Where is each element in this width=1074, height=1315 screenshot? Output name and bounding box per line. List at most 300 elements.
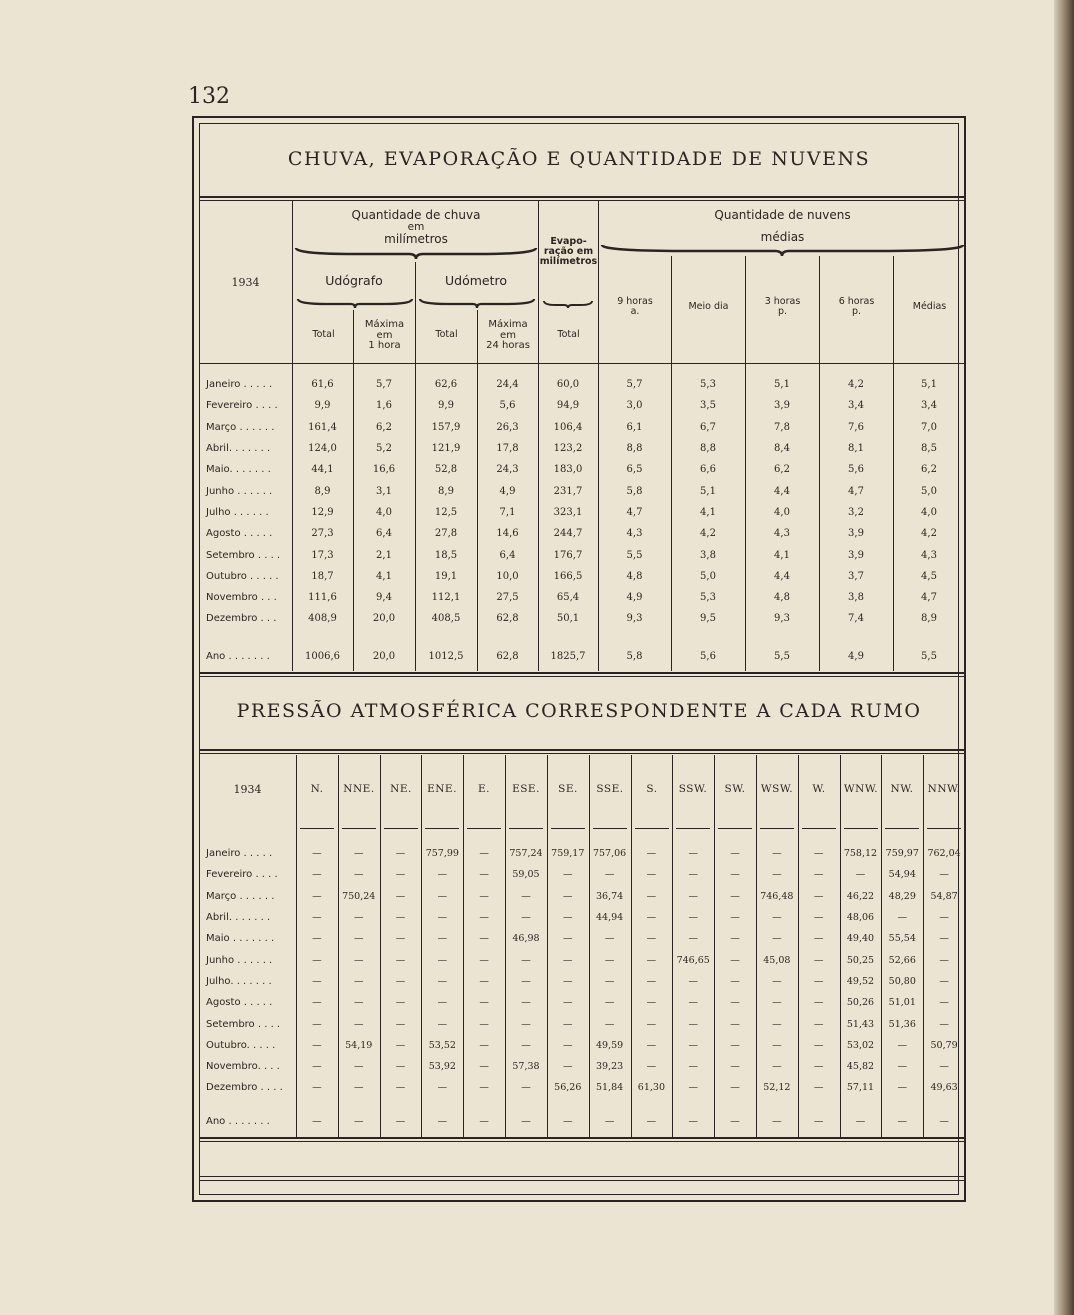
- value-cell: 8,8: [700, 443, 716, 455]
- value-cell: —: [897, 1039, 908, 1051]
- value-cell: —: [521, 1039, 531, 1051]
- bottom-rule-2: [199, 1180, 965, 1181]
- value-cell: 44,94: [595, 912, 624, 924]
- value-cell: 6,4: [499, 549, 516, 561]
- max1-line3: 1 hora: [368, 340, 401, 351]
- value-cell: —: [312, 890, 322, 902]
- c6-line1: 6 horas: [838, 296, 875, 307]
- value-cell: —: [688, 1082, 698, 1094]
- evaporation-total-header: Total: [557, 329, 580, 340]
- value-cell: —: [479, 997, 489, 1009]
- value-cell: —: [312, 1061, 322, 1073]
- value-cell: —: [730, 1061, 740, 1073]
- pressure-table: [199, 843, 965, 1133]
- value-cell: —: [646, 890, 657, 902]
- value-cell: 62,8: [496, 651, 519, 663]
- value-cell: —: [479, 912, 489, 924]
- rain-group-brace: [294, 246, 538, 260]
- value-cell: —: [730, 1082, 740, 1094]
- s2-header-underline: [802, 828, 836, 829]
- s2-header-underline: [551, 828, 585, 829]
- table-row: [199, 1077, 965, 1098]
- table-row: [199, 992, 965, 1013]
- value-cell: 6,6: [700, 464, 716, 476]
- value-cell: 8,5: [921, 443, 937, 455]
- value-cell: —: [353, 912, 364, 924]
- value-cell: 7,4: [848, 613, 864, 625]
- value-cell: —: [813, 975, 824, 987]
- value-cell: —: [688, 933, 698, 945]
- value-cell: —: [688, 1116, 698, 1128]
- value-cell: 50,25: [846, 954, 875, 966]
- c6-line2: p.: [851, 305, 862, 317]
- value-cell: —: [646, 1061, 657, 1073]
- evap-line2: ração em: [543, 245, 594, 257]
- value-cell: 27,3: [311, 528, 334, 540]
- value-cell: 50,80: [888, 975, 916, 987]
- value-cell: —: [563, 912, 573, 924]
- value-cell: —: [312, 1116, 322, 1128]
- section2-bottom-rule-thin: [199, 1141, 965, 1142]
- value-cell: —: [395, 975, 406, 987]
- value-cell: —: [730, 890, 740, 902]
- value-cell: 24,4: [496, 379, 519, 391]
- value-cell: —: [897, 1116, 908, 1128]
- value-cell: —: [646, 997, 657, 1009]
- book-spine-edge: [1054, 0, 1074, 1315]
- value-cell: 3,7: [848, 570, 864, 582]
- value-cell: —: [730, 975, 740, 987]
- value-cell: —: [353, 933, 364, 945]
- table-row: [199, 630, 965, 670]
- value-cell: —: [646, 912, 657, 924]
- value-cell: 4,7: [921, 592, 937, 604]
- value-cell: —: [563, 997, 573, 1009]
- value-cell: 176,7: [553, 549, 583, 561]
- value-cell: —: [939, 912, 949, 924]
- direction-header: WSW.: [760, 783, 794, 795]
- value-cell: —: [353, 1082, 364, 1094]
- s2-year-label: 1934: [233, 783, 262, 796]
- value-cell: 5,1: [700, 485, 716, 497]
- value-cell: —: [813, 954, 824, 966]
- value-cell: 62,8: [496, 613, 519, 625]
- value-cell: —: [395, 1061, 406, 1073]
- value-cell: —: [939, 975, 949, 987]
- value-cell: —: [521, 1082, 531, 1094]
- value-cell: 3,1: [376, 485, 392, 497]
- value-cell: 4,2: [848, 379, 864, 391]
- section1-top-rule: [199, 196, 965, 198]
- table-row: [199, 395, 965, 416]
- value-cell: —: [479, 1018, 489, 1030]
- value-cell: 59,05: [512, 869, 540, 881]
- value-cell: 19,1: [434, 570, 458, 582]
- value-cell: —: [646, 933, 657, 945]
- value-cell: 53,52: [428, 1039, 456, 1051]
- value-cell: 10,0: [496, 570, 519, 582]
- s2-header-underline: [718, 828, 752, 829]
- value-cell: —: [688, 997, 698, 1009]
- section1-title: CHUVA, EVAPORAÇÃO E QUANTIDADE DE NUVENS: [287, 148, 871, 170]
- value-cell: —: [855, 1116, 866, 1128]
- s2-header-underline: [467, 828, 501, 829]
- rain-clouds-table-body: [199, 374, 965, 670]
- value-cell: —: [813, 1018, 824, 1030]
- value-cell: 36,74: [595, 890, 624, 902]
- value-cell: —: [813, 1082, 824, 1094]
- max1-line2: em: [376, 329, 393, 341]
- value-cell: 55,54: [888, 933, 916, 945]
- value-cell: —: [312, 933, 322, 945]
- udografo-header: Udógrafo: [325, 273, 383, 288]
- value-cell: 231,7: [553, 485, 583, 497]
- month-cell: Outubro . . . . .: [206, 570, 279, 582]
- value-cell: —: [479, 933, 489, 945]
- rain-group-header: [294, 209, 538, 245]
- value-cell: —: [353, 975, 364, 987]
- value-cell: 1006,6: [305, 651, 340, 663]
- value-cell: —: [563, 975, 573, 987]
- value-cell: 6,7: [700, 421, 716, 433]
- value-cell: —: [813, 1116, 824, 1128]
- value-cell: 44,1: [311, 464, 334, 476]
- value-cell: —: [939, 1018, 949, 1030]
- month-cell: Fevereiro . . . .: [206, 400, 278, 412]
- value-cell: —: [437, 997, 448, 1009]
- value-cell: —: [395, 848, 406, 860]
- clouds-midday-header: Meio dia: [688, 301, 729, 312]
- value-cell: —: [939, 869, 949, 881]
- value-cell: 5,5: [921, 651, 937, 663]
- month-cell: Junho . . . . . .: [206, 954, 273, 966]
- value-cell: 60,0: [556, 379, 580, 391]
- value-cell: 5,1: [921, 379, 937, 391]
- value-cell: 408,9: [308, 613, 337, 625]
- value-cell: —: [395, 869, 406, 881]
- value-cell: 51,43: [846, 1018, 875, 1030]
- evaporation-header: [539, 237, 598, 267]
- table-row: [199, 1056, 965, 1077]
- value-cell: 45,82: [846, 1061, 875, 1073]
- s2-header-underline: [635, 828, 669, 829]
- value-cell: 8,9: [314, 485, 331, 497]
- table-row: [199, 1013, 965, 1034]
- value-cell: 14,6: [496, 528, 519, 540]
- value-cell: 4,0: [376, 506, 392, 518]
- udometro-brace: [418, 297, 536, 309]
- month-cell: Maio. . . . . . .: [206, 464, 271, 476]
- value-cell: 6,2: [921, 464, 937, 476]
- value-cell: —: [563, 933, 573, 945]
- value-cell: 6,1: [626, 421, 643, 433]
- value-cell: —: [521, 997, 531, 1009]
- value-cell: —: [730, 1018, 740, 1030]
- month-cell: Abril. . . . . . .: [206, 443, 271, 455]
- value-cell: 759,17: [551, 848, 585, 860]
- table-row: [199, 843, 965, 864]
- value-cell: —: [939, 997, 949, 1009]
- value-cell: 4,1: [774, 549, 790, 561]
- value-cell: 5,8: [626, 651, 643, 663]
- value-cell: 4,7: [848, 485, 864, 497]
- value-cell: —: [730, 1039, 740, 1051]
- value-cell: 106,4: [553, 421, 583, 433]
- table-row: [199, 907, 965, 928]
- value-cell: —: [395, 912, 406, 924]
- value-cell: 27,5: [496, 592, 519, 604]
- value-cell: 4,7: [626, 506, 643, 518]
- evap-line3: milímetros: [539, 255, 598, 267]
- value-cell: —: [730, 848, 740, 860]
- value-cell: 46,98: [512, 933, 540, 945]
- value-cell: —: [563, 890, 573, 902]
- value-cell: —: [563, 1039, 573, 1051]
- month-cell: Junho . . . . . .: [206, 485, 273, 497]
- section1-bottom-rule: [199, 672, 965, 674]
- rain-header-line3: milímetros: [384, 231, 448, 246]
- value-cell: —: [688, 912, 698, 924]
- value-cell: 8,9: [438, 485, 454, 497]
- value-cell: 17,3: [311, 549, 334, 561]
- direction-header: E.: [477, 783, 490, 795]
- month-cell: Novembro. . . .: [206, 1061, 280, 1073]
- clouds-header-line2: médias: [760, 229, 805, 244]
- month-cell: Abril. . . . . . .: [206, 912, 271, 924]
- value-cell: 4,9: [848, 651, 864, 663]
- value-cell: —: [437, 869, 448, 881]
- value-cell: —: [604, 933, 615, 945]
- value-cell: —: [353, 848, 364, 860]
- value-cell: 7,1: [499, 506, 516, 518]
- value-cell: 9,5: [700, 613, 716, 625]
- direction-header: N.: [310, 783, 324, 795]
- value-cell: 52,8: [434, 464, 458, 476]
- value-cell: —: [772, 1116, 782, 1128]
- month-cell: Novembro . . .: [206, 592, 277, 604]
- rain-clouds-table: [199, 374, 965, 670]
- value-cell: 46,22: [846, 890, 875, 902]
- value-cell: —: [646, 1116, 657, 1128]
- direction-header: SE.: [558, 783, 578, 795]
- value-cell: —: [646, 975, 657, 987]
- value-cell: —: [395, 1116, 406, 1128]
- value-cell: 52,12: [763, 1082, 791, 1094]
- value-cell: —: [395, 890, 406, 902]
- value-cell: 746,65: [676, 954, 710, 966]
- month-cell: Outubro. . . . .: [206, 1039, 276, 1051]
- udografo-total-header: Total: [312, 329, 335, 340]
- value-cell: —: [479, 1061, 489, 1073]
- value-cell: 3,9: [848, 528, 864, 540]
- value-cell: —: [688, 1039, 698, 1051]
- value-cell: 1012,5: [428, 651, 464, 663]
- value-cell: —: [813, 1061, 824, 1073]
- value-cell: 1,6: [376, 400, 392, 412]
- value-cell: 20,0: [372, 651, 396, 663]
- value-cell: —: [772, 1039, 782, 1051]
- month-cell: Ano . . . . . . .: [206, 651, 270, 663]
- value-cell: —: [939, 933, 949, 945]
- value-cell: 408,5: [431, 613, 461, 625]
- value-cell: 5,0: [700, 570, 716, 582]
- value-cell: —: [563, 1116, 573, 1128]
- value-cell: 9,3: [626, 613, 643, 625]
- value-cell: 4,4: [774, 485, 790, 497]
- value-cell: —: [437, 933, 448, 945]
- month-cell: Ano . . . . . . .: [206, 1116, 270, 1128]
- value-cell: 3,8: [700, 549, 716, 561]
- value-cell: 51,84: [595, 1082, 624, 1094]
- value-cell: 4,1: [700, 506, 716, 518]
- table-row: [199, 587, 965, 608]
- value-cell: —: [479, 848, 489, 860]
- month-cell: Janeiro . . . . .: [206, 379, 273, 391]
- month-cell: Dezembro . . . .: [206, 1082, 283, 1094]
- value-cell: —: [312, 1039, 322, 1051]
- section2-top-rule: [199, 749, 965, 751]
- value-cell: —: [646, 848, 657, 860]
- value-cell: 4,3: [774, 528, 790, 540]
- s2-header-underline: [927, 828, 961, 829]
- value-cell: 49,40: [846, 933, 875, 945]
- value-cell: —: [479, 869, 489, 881]
- value-cell: —: [312, 869, 322, 881]
- value-cell: 4,8: [626, 570, 643, 582]
- value-cell: —: [437, 890, 448, 902]
- value-cell: 3,2: [848, 506, 864, 518]
- table-row: [199, 949, 965, 970]
- value-cell: 123,2: [553, 443, 583, 455]
- s2-header-underline: [885, 828, 919, 829]
- value-cell: —: [688, 975, 698, 987]
- value-cell: —: [312, 912, 322, 924]
- clouds-averages-header: Médias: [912, 301, 947, 312]
- value-cell: 5,0: [921, 485, 937, 497]
- value-cell: 4,5: [921, 570, 937, 582]
- clouds-group-header: [600, 209, 965, 243]
- value-cell: 3,0: [626, 400, 643, 412]
- value-cell: —: [604, 869, 615, 881]
- section2-top-rule-thin: [199, 753, 965, 754]
- value-cell: —: [563, 1018, 573, 1030]
- value-cell: 61,30: [637, 1082, 665, 1094]
- table-row: [199, 1099, 965, 1133]
- value-cell: 45,08: [763, 954, 791, 966]
- value-cell: 24,3: [496, 464, 519, 476]
- value-cell: —: [939, 1061, 949, 1073]
- value-cell: 56,26: [554, 1082, 582, 1094]
- direction-header: SSW.: [678, 783, 708, 795]
- value-cell: —: [897, 1082, 908, 1094]
- value-cell: 3,8: [848, 592, 864, 604]
- value-cell: 757,99: [425, 848, 459, 860]
- month-cell: Setembro . . . .: [206, 549, 281, 561]
- value-cell: 94,9: [556, 400, 580, 412]
- value-cell: 4,3: [921, 549, 937, 561]
- max24-line2: em: [500, 329, 516, 341]
- value-cell: —: [688, 848, 698, 860]
- value-cell: —: [479, 1082, 489, 1094]
- c9-line1: 9 horas: [617, 296, 653, 307]
- value-cell: 3,4: [921, 400, 937, 412]
- table-row: [199, 864, 965, 885]
- month-cell: Julho . . . . . .: [206, 506, 269, 518]
- value-cell: 161,4: [308, 421, 337, 433]
- udografo-brace: [296, 297, 414, 309]
- value-cell: 17,8: [496, 443, 519, 455]
- table-row: [199, 523, 965, 544]
- table-row: [199, 928, 965, 949]
- month-cell: Fevereiro . . . .: [206, 869, 278, 881]
- value-cell: —: [688, 869, 698, 881]
- s2-header-underline: [509, 828, 543, 829]
- value-cell: 1825,7: [550, 651, 586, 663]
- value-cell: 50,79: [930, 1039, 958, 1051]
- c9-line2: a.: [630, 305, 640, 317]
- value-cell: —: [772, 848, 782, 860]
- pressure-table-body: [199, 843, 965, 1133]
- value-cell: 5,6: [848, 464, 864, 476]
- value-cell: —: [604, 975, 615, 987]
- value-cell: 2,1: [376, 549, 392, 561]
- value-cell: —: [646, 1018, 657, 1030]
- value-cell: 20,0: [372, 613, 396, 625]
- value-cell: 53,92: [428, 1061, 456, 1073]
- value-cell: 3,4: [848, 400, 864, 412]
- bottom-rule-1: [199, 1176, 965, 1177]
- value-cell: 323,1: [553, 506, 583, 518]
- value-cell: —: [479, 890, 489, 902]
- value-cell: 48,06: [846, 912, 875, 924]
- direction-header: SW.: [724, 783, 746, 795]
- value-cell: —: [353, 997, 364, 1009]
- value-cell: —: [772, 869, 782, 881]
- value-cell: 51,01: [888, 997, 916, 1009]
- month-cell: Janeiro . . . . .: [206, 848, 273, 860]
- value-cell: —: [563, 954, 573, 966]
- table-row: [199, 459, 965, 480]
- table-row: [199, 1035, 965, 1056]
- page-number: 132: [188, 84, 230, 109]
- value-cell: —: [813, 912, 824, 924]
- value-cell: —: [813, 1039, 824, 1051]
- value-cell: —: [646, 1039, 657, 1051]
- direction-header: W.: [812, 783, 826, 795]
- value-cell: 5,5: [626, 549, 643, 561]
- value-cell: —: [772, 975, 782, 987]
- value-cell: —: [939, 954, 949, 966]
- value-cell: —: [437, 954, 448, 966]
- value-cell: —: [521, 975, 531, 987]
- table-row: [199, 438, 965, 459]
- s2-header-underline: [593, 828, 627, 829]
- value-cell: 65,4: [556, 592, 580, 604]
- value-cell: —: [730, 997, 740, 1009]
- value-cell: 6,2: [376, 421, 392, 433]
- value-cell: 762,04: [927, 848, 961, 860]
- month-cell: Agosto . . . . .: [206, 528, 273, 540]
- month-cell: Maio . . . . . . .: [206, 933, 275, 945]
- section2-title: PRESSÃO ATMOSFÉRICA CORRESPONDENTE A CADA RUMO: [236, 700, 922, 722]
- value-cell: —: [897, 912, 908, 924]
- value-cell: 49,63: [930, 1082, 958, 1094]
- value-cell: —: [730, 869, 740, 881]
- value-cell: 61,6: [311, 379, 334, 391]
- evap-line1: Evapo-: [550, 236, 587, 247]
- direction-header: ENE.: [427, 783, 457, 795]
- value-cell: 758,12: [843, 848, 878, 860]
